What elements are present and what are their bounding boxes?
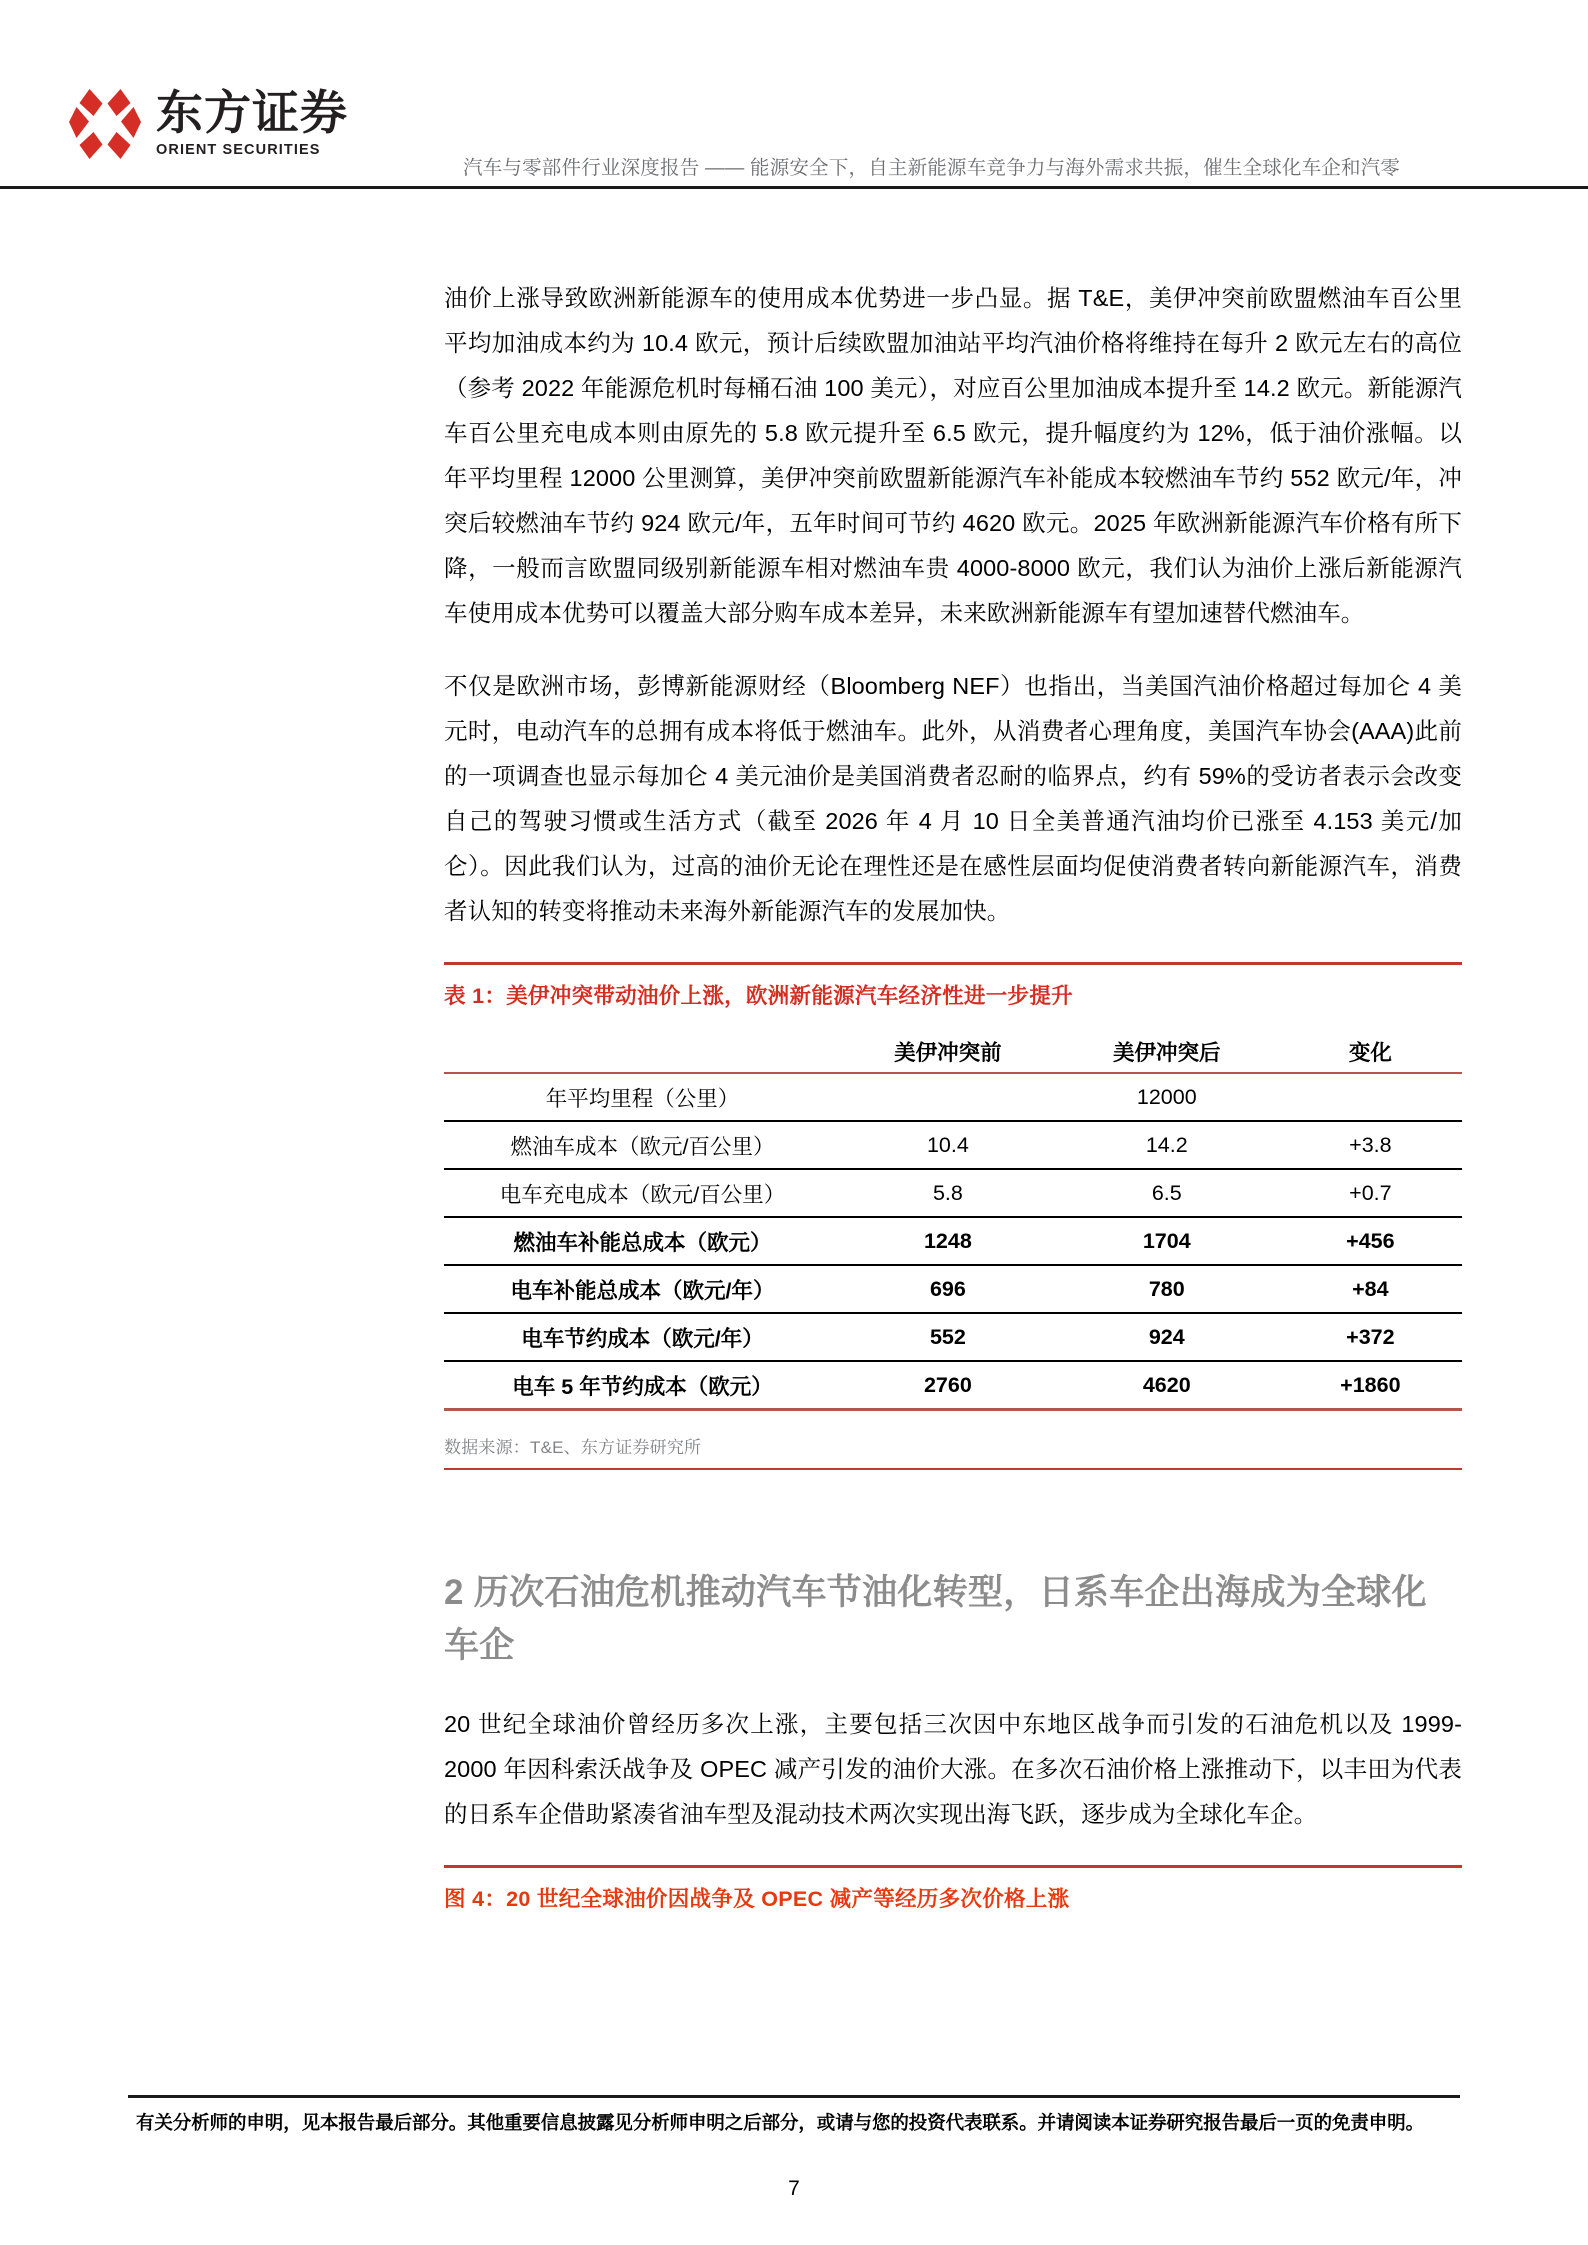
table-row — [444, 1073, 1462, 1121]
table-title: 表 1：美伊冲突带动油价上涨，欧洲新能源汽车经济性进一步提升 — [444, 984, 1073, 1008]
table-source-note: 数据来源：T&E、东方证券研究所 — [444, 1438, 702, 1457]
page-footer — [0, 2095, 1588, 2245]
paragraph-oil-price-europe: 油价上涨导致欧洲新能源车的使用成本优势进一步凸显。据 T&E，美伊冲突前欧盟燃油车百公里平均加油成本约为 10.4 欧元，预计后续欧盟加油站平均汽油价格将维持在每升 2 欧元左右的高位（参考 2022 年能源危机时每桶石油 100 美元），对应百公里加油成本提升至 14.2 欧元。新能源汽车百公里充电成本则由原先的 5.8 欧元提升至 6.5 欧元，提升幅度约为 12%，低于油价涨幅。以年平均里程 12000 公里测算，美伊冲突前欧盟新能源汽车补能成本较燃油车节约 552 欧元/年，冲突后较燃油车节约 924 欧元/年，五年时间可节约 4620 欧元。2025 年欧洲新能源汽车价格有所下降，一般而言欧盟同级别新能源车相对燃油车贵 4000-8000 欧元，我们认为油价上涨后新能源汽车使用成本优势可以覆盖大部分购车成本差异，未来欧洲新能源车有望加速替代燃油车。 — [444, 285, 1462, 626]
table-row — [444, 1265, 1462, 1313]
table-header-row — [444, 1030, 1462, 1073]
cell-before: 1248 — [923, 1228, 972, 1253]
exhibit-bottom-rule — [444, 1468, 1462, 1470]
logo-chinese-name: 东方证券 — [156, 86, 348, 141]
row-label: 燃油车补能总成本（欧元） — [513, 1230, 772, 1255]
footer-divider — [128, 2095, 1460, 2098]
figure-exhibit — [444, 1865, 1462, 1913]
cell-after: 4620 — [1142, 1372, 1191, 1397]
orient-securities-logo-icon — [68, 86, 142, 164]
page-header — [0, 0, 1588, 186]
cell-change: +456 — [1346, 1228, 1395, 1253]
table-row — [444, 1313, 1462, 1361]
cell-after: 14.2 — [1145, 1132, 1188, 1157]
paragraph-us-market: 不仅是欧洲市场，彭博新能源财经（Bloomberg NEF）也指出，当美国汽油价格超过每加仑 4 美元时，电动汽车的总拥有成本将低于燃油车。此外，从消费者心理角度，美国汽车协会(AAA)此前的一项调查也显示每加仑 4 美元油价是美国消费者忍耐的临界点，约有 59%的受访者表示会改变自己的驾驶习惯或生活方式（截至 2026 年 4 月 10 日全美普通汽油均价已涨至 4.153 美元/加仑）。因此我们认为，过高的油价无论在理性还是在感性层面均促使消费者转向新能源汽车，消费者认知的转变将推动未来海外新能源汽车的发展加快。 — [444, 673, 1462, 924]
cell-before: 552 — [929, 1324, 966, 1349]
row-label: 电车节约成本（欧元/年） — [521, 1326, 764, 1351]
figure-title: 图 4：20 世纪全球油价因战争及 OPEC 减产等经历多次价格上涨 — [444, 1887, 1070, 1911]
row-label: 燃油车成本（欧元/百公里） — [510, 1134, 775, 1159]
cell-after: 12000 — [1136, 1084, 1197, 1109]
section-heading: 2 历次石油危机推动汽车节油化转型，日系车企出海成为全球化车企 — [444, 1573, 1427, 1665]
cell-change: +1860 — [1340, 1372, 1401, 1397]
figure-top-rule — [444, 1865, 1462, 1868]
cell-change: +372 — [1346, 1324, 1395, 1349]
footer-disclaimer: 有关分析师的申明，见本报告最后部分。其他重要信息披露见分析师申明之后部分，或请与您的投资代表联系。并请阅读本证券研究报告最后一页的免责申明。 — [136, 2112, 1425, 2133]
table-row — [444, 1169, 1462, 1217]
table-row — [444, 1217, 1462, 1265]
table-row — [444, 1361, 1462, 1410]
exhibit-top-rule — [444, 962, 1462, 965]
cell-change: +3.8 — [1349, 1132, 1392, 1157]
table-row — [444, 1121, 1462, 1169]
table-body — [444, 1073, 1462, 1410]
cell-before — [841, 1073, 1055, 1121]
paragraph-20th-century-oil: 20 世纪全球油价曾经历多次上涨，主要包括三次因中东地区战争而引发的石油危机以及 1999-2000 年因科索沃战争及 OPEC 减产引发的油价大涨。在多次石油价格上涨推动下，以丰田为代表的日系车企借助紧凑省油车型及混动技术两次实现出海飞跃，逐步成为全球化车企。 — [444, 1711, 1462, 1827]
row-label: 电车 5 年节约成本（欧元） — [512, 1374, 773, 1399]
header-divider — [0, 186, 1588, 189]
page-number: 7 — [788, 2177, 800, 2200]
cell-change: +84 — [1352, 1276, 1389, 1301]
cell-change: +0.7 — [1349, 1180, 1392, 1205]
company-logo — [68, 86, 348, 164]
row-label: 电车补能总成本（欧元/年） — [510, 1278, 775, 1303]
page-content — [444, 276, 1462, 1913]
table-exhibit — [444, 962, 1462, 1470]
column-header-label — [444, 1030, 841, 1073]
cell-before: 696 — [929, 1276, 966, 1301]
column-header-before: 美伊冲突前 — [894, 1040, 1002, 1065]
cell-before: 2760 — [923, 1372, 972, 1397]
row-label: 电车充电成本（欧元/百公里） — [499, 1182, 786, 1207]
report-header-title: 汽车与零部件行业深度报告 —— 能源安全下，自主新能源车竞争力与海外需求共振，催生全球化车企和汽零 — [463, 157, 1401, 179]
cost-comparison-table — [444, 1030, 1462, 1411]
cell-after: 6.5 — [1151, 1180, 1182, 1205]
column-header-change: 变化 — [1348, 1040, 1392, 1065]
cell-change — [1279, 1073, 1462, 1121]
row-label: 年平均里程（公里） — [545, 1086, 740, 1111]
cell-after: 780 — [1148, 1276, 1185, 1301]
cell-after: 924 — [1148, 1324, 1185, 1349]
cell-after: 1704 — [1142, 1228, 1191, 1253]
column-header-after: 美伊冲突后 — [1113, 1040, 1221, 1065]
cell-before: 5.8 — [932, 1180, 963, 1205]
cell-before: 10.4 — [926, 1132, 969, 1157]
logo-english-name: ORIENT SECURITIES — [156, 141, 321, 158]
